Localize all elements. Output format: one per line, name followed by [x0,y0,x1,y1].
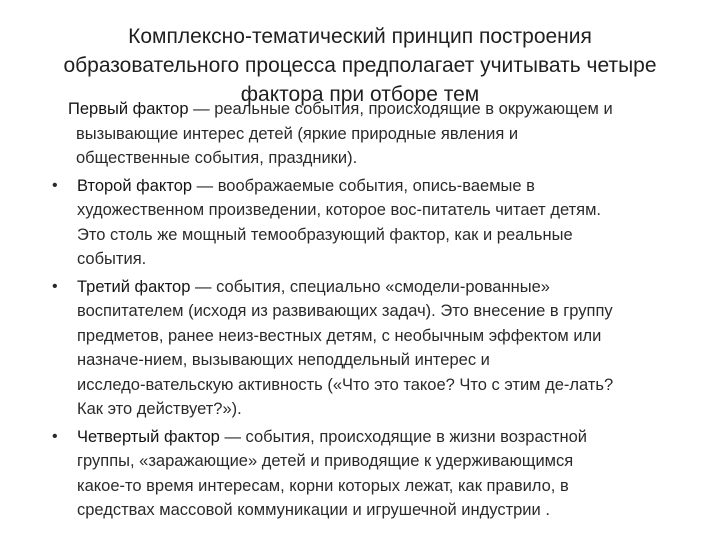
factor-3-line-1 [77,275,680,300]
factor-3-lead: Третий фактор [77,277,191,296]
factor-4-line-4: средствах массовой коммуникации и игрушечной индустрии . [77,501,550,519]
factor-3-text-1: — события, специально «смодели-рованные» [190,277,550,296]
bullet-icon: • [52,277,58,295]
factor-3-line-2: воспитателем (исходя из развивающих задач). Это внесение в группу [77,302,613,320]
factor-4-text-1: — события, происходящие в жизни возрастной [219,427,587,446]
bullet-icon: • [52,176,58,194]
factor-1-text-1: — реальные события, происходящие в окружающем и [188,100,613,118]
factor-item-1 [60,97,680,171]
factor-1-line-1 [68,97,680,122]
factor-3-line-6: Как это действует?»). [77,400,242,418]
factor-2-lead: Второй фактор [77,176,193,195]
factor-1-line-3: общественные события, праздники). [76,149,358,167]
title-line-2: образовательного процесса предполагает учитывать четыре [63,54,657,77]
factor-4-line-3: какое-то время интересам, корни которых лежат, как правило, в [77,476,569,495]
factor-4-lead: Четвертый фактор [77,427,220,446]
factor-2-text-1: — воображаемые события, опись-ваемые в [192,176,535,195]
factor-3-line-4: назначе-нием, вызывающих неподдельный интерес и [77,351,490,369]
factor-4-line-1 [77,425,680,450]
slide-title [40,22,680,109]
title-line-1: Комплексно-тематический принцип построения [128,25,592,48]
factor-1-lead: Первый фактор [68,100,189,118]
factor-item-3 [52,275,680,422]
factor-3-line-3: предметов, ранее неиз-вестных детям, с необычным эффектом или [77,326,602,345]
factor-4-line-2: группы, «заражающие» детей и приводящие к удерживающимся [77,452,574,470]
title-line-3: фактора при отборе тем [240,83,480,106]
factor-2-line-2: художественном произведении, которое вос-питатель читает детям. [77,201,601,219]
factor-3-line-5: исследо-вательскую активность («Что это такое? Что с этим де-лать? [77,375,614,394]
factor-item-2 [52,174,680,272]
factor-2-line-4: события. [77,250,147,268]
factor-1-line-2: вызывающие интерес детей (яркие природные явления и [76,124,519,143]
factor-list [52,97,680,523]
bullet-icon: • [52,427,58,445]
factor-2-line-3: Это столь же мощный темообразующий фактор, как и реальные [77,225,573,244]
factor-item-4 [52,425,680,523]
factor-2-line-1 [77,174,680,199]
